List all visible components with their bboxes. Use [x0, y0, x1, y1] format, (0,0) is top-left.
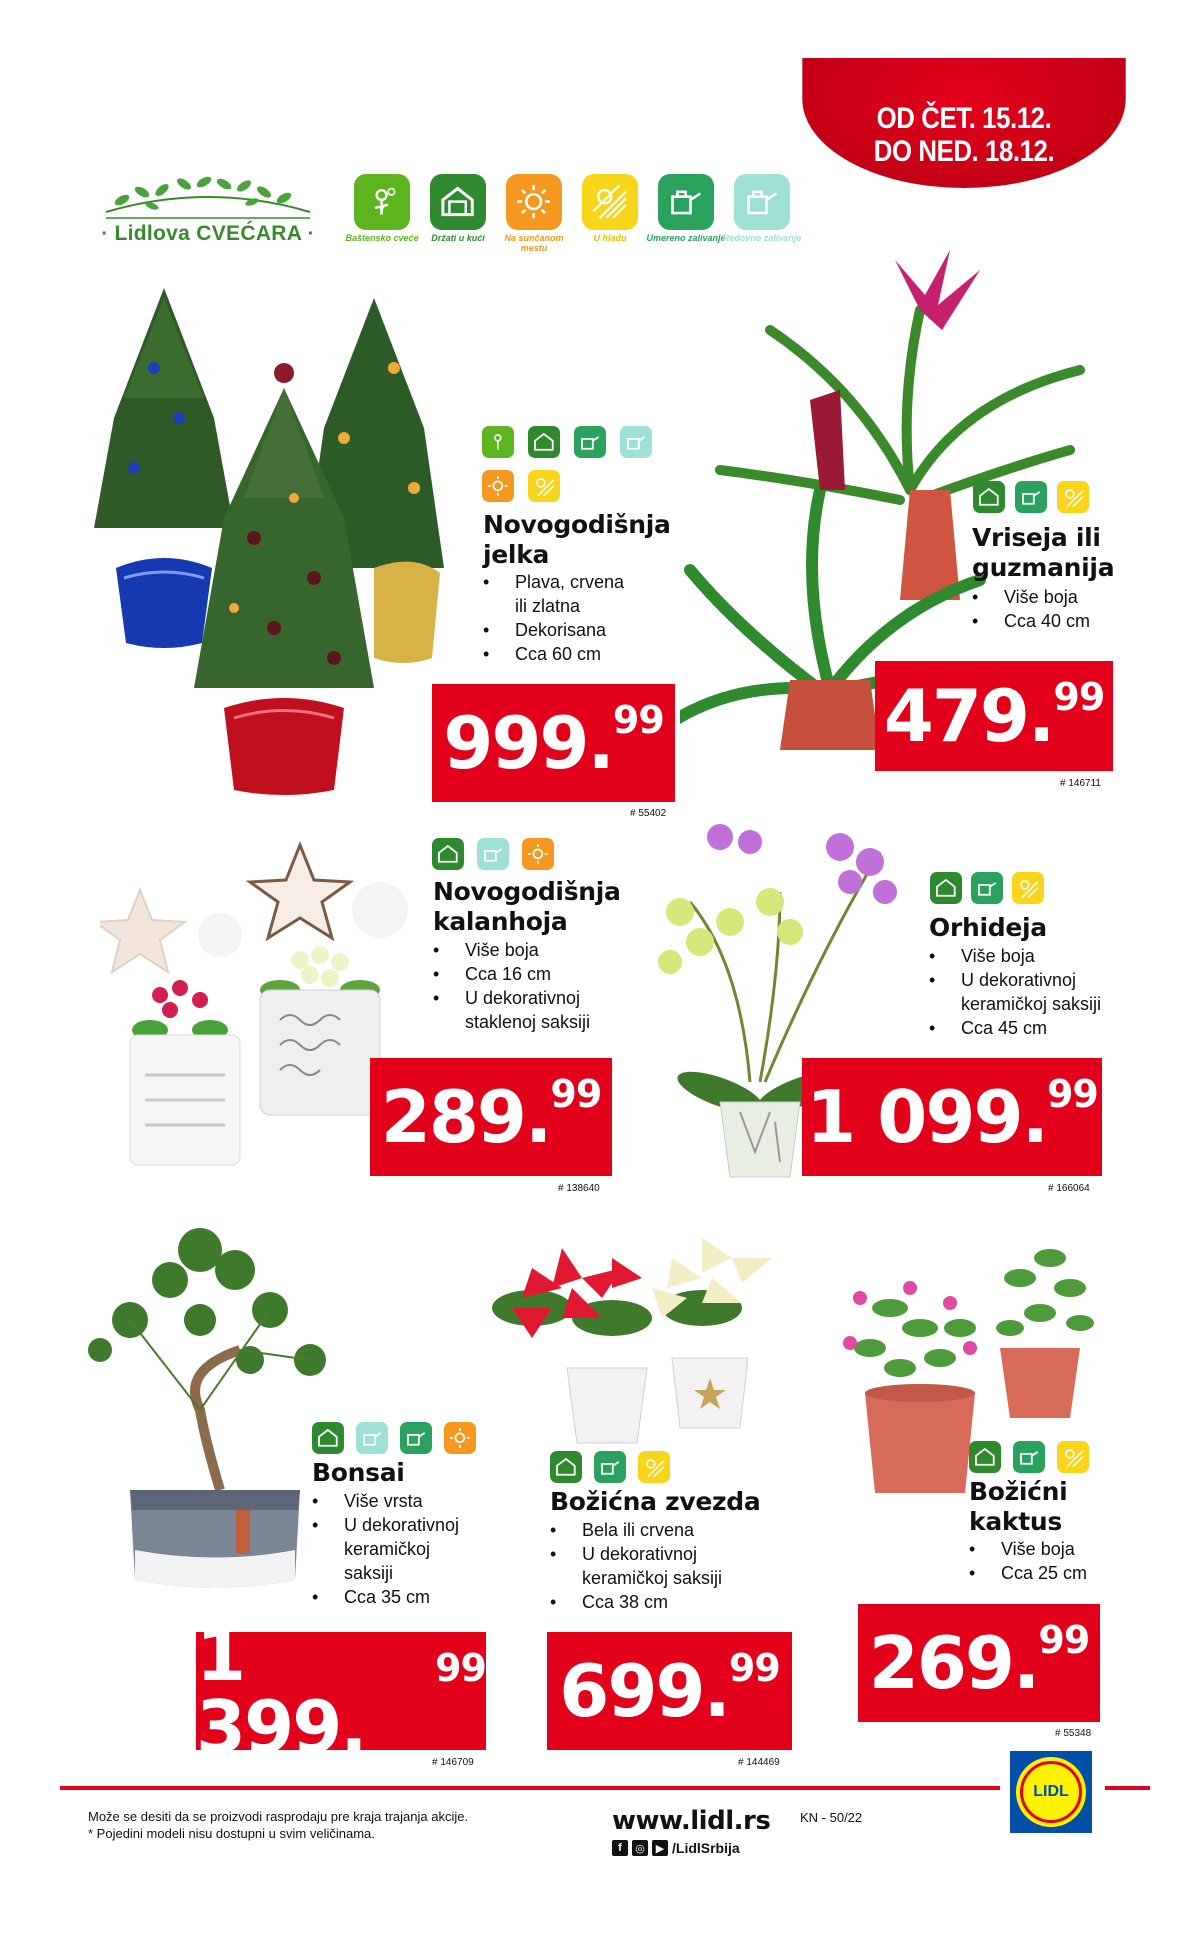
product-details-kaktus: [969, 1537, 1087, 1585]
detail-item: keramičkoj saksiji: [961, 994, 1102, 1014]
detail-item: • Više vrsta: [312, 1489, 459, 1513]
watering-can-light-icon: [734, 174, 790, 230]
logo-name: Lidlova CVEĆARA: [114, 222, 302, 245]
house-icon: [930, 872, 962, 904]
title-line: jelka: [483, 540, 550, 569]
title-line: Novogodišnja: [433, 877, 621, 906]
detail-item: • Cca 16 cm: [433, 962, 590, 986]
logo-text: · Lidlova CVEĆARA ·: [101, 222, 315, 245]
sku-orhideja: # 166064: [1048, 1183, 1090, 1194]
title-line: Bonsai: [312, 1458, 405, 1487]
legend-regular-water: [722, 174, 802, 243]
legend-sunny: [494, 174, 574, 253]
legend-label: U hladu: [593, 233, 627, 243]
watering-can-light-icon: [356, 1422, 388, 1454]
detail-item: • Cca 25 cm: [969, 1561, 1087, 1585]
legend-label: Redovno zalivanje: [722, 233, 802, 243]
detail-item: • U dekorativnoj: [550, 1542, 722, 1566]
watering-can-icon: [574, 426, 606, 458]
house-icon: [973, 481, 1005, 513]
footer-divider: [60, 1786, 1000, 1790]
price-decimal: 99: [1053, 675, 1105, 719]
legend-moderate-water: [646, 174, 726, 243]
house-icon: [528, 426, 560, 458]
house-icon: [312, 1422, 344, 1454]
christmas-cactus-image: [820, 1218, 1110, 1518]
detail-item: • Više boja: [929, 944, 1101, 968]
lidl-logo: [1010, 1751, 1092, 1833]
title-line: Vriseja ili: [972, 523, 1101, 552]
price-integer: 1 099.: [806, 1075, 1047, 1159]
detail-item: ili zlatna: [515, 596, 581, 616]
product-title-zvezda: [550, 1487, 760, 1517]
price-decimal: 99: [550, 1072, 602, 1116]
detail-item: keramičkoj: [344, 1539, 431, 1559]
date-to: DO NED. 18.12.: [873, 135, 1055, 168]
product-details-zvezda: [550, 1518, 722, 1614]
detail-item: • U dekorativnoj: [312, 1513, 459, 1537]
detail-item: • Više boja: [433, 938, 590, 962]
lidl-logo-circle: [1016, 1757, 1086, 1827]
detail-item: • Cca 35 cm: [312, 1585, 459, 1609]
sku-bonsai: # 146709: [432, 1757, 474, 1768]
price-tag-kaktus: [858, 1604, 1100, 1722]
legend-label: Na sunčanom mestu: [504, 233, 564, 253]
house-icon: [969, 1441, 1001, 1473]
price-decimal: 99: [1038, 1618, 1090, 1662]
social-links: [612, 1840, 740, 1856]
sun-icon: [522, 838, 554, 870]
price-integer: 289.: [380, 1075, 551, 1159]
date-from: OD ČET. 15.12.: [876, 102, 1052, 135]
product-title-bonsai: [312, 1458, 405, 1488]
disclaimer-line: Može se desiti da se proizvodi rasprodaju pre kraja trajanja akcije.: [88, 1809, 469, 1824]
product-title-kalanhoja: [433, 877, 621, 937]
footer-disclaimer: [88, 1808, 468, 1842]
sku-vriseja: # 146711: [1060, 778, 1101, 789]
title-line: Novogodišnja: [483, 510, 671, 539]
watering-can-light-icon: [620, 426, 652, 458]
instagram-icon[interactable]: ◎: [632, 1840, 648, 1856]
social-handle[interactable]: /LidlSrbija: [672, 1840, 740, 1856]
youtube-icon[interactable]: ▶: [652, 1840, 668, 1856]
detail-item: • Dekorisana: [483, 618, 624, 642]
legend-label: Držati u kući: [431, 233, 485, 243]
product-details-kalanhoja: [433, 938, 590, 1034]
watering-can-icon: [1013, 1441, 1045, 1473]
vine-leaves-icon: [92, 172, 324, 222]
care-legend: [342, 174, 802, 258]
title-line: kaktus: [969, 1507, 1062, 1536]
watering-can-icon: [1015, 481, 1047, 513]
product-details-vriseja: [972, 585, 1090, 633]
price-tag-zvezda: [547, 1632, 792, 1750]
price-decimal: 99: [1046, 1072, 1098, 1116]
shade-icon: [638, 1451, 670, 1483]
detail-item: staklenoj saksiji: [465, 1012, 591, 1032]
price-integer: 999.: [443, 701, 613, 785]
shade-icon: [1012, 872, 1044, 904]
product-title-orhideja: [929, 913, 1047, 943]
detail-item: keramičkoj saksiji: [582, 1568, 723, 1588]
watering-can-icon: [400, 1422, 432, 1454]
sku-zvezda: # 144469: [738, 1757, 780, 1768]
product-title-kaktus: [969, 1477, 1067, 1537]
sun-icon: [482, 470, 514, 502]
house-icon: [550, 1451, 582, 1483]
detail-item: • Plava, crvena: [483, 570, 624, 594]
shade-icon: [1057, 481, 1089, 513]
sku-kaktus: # 55348: [1055, 1728, 1092, 1739]
title-line: guzmanija: [972, 553, 1115, 582]
price-integer: 269.: [868, 1621, 1039, 1705]
garden-flower-icon: [354, 174, 410, 230]
detail-item: • U dekorativnoj: [929, 968, 1101, 992]
price-tag-jelka: [432, 684, 675, 802]
price-decimal: 99: [435, 1646, 486, 1690]
legend-label: Baštensko cveće: [345, 233, 419, 243]
watering-can-light-icon: [477, 838, 509, 870]
watering-can-icon: [658, 174, 714, 230]
detail-item: • Cca 45 cm: [929, 1016, 1101, 1040]
price-integer: 699.: [559, 1649, 729, 1733]
shade-icon: [582, 174, 638, 230]
shade-icon: [1057, 1441, 1089, 1473]
product-title-jelka: [483, 510, 671, 570]
catalog-code: KN - 50/22: [800, 1810, 863, 1825]
house-icon: [432, 838, 464, 870]
price-tag-orhideja: [802, 1058, 1102, 1176]
product-details-jelka: [483, 570, 624, 666]
title-line: Božićni: [969, 1477, 1068, 1506]
price-decimal: 99: [612, 698, 664, 742]
detail-item: • U dekorativnoj: [433, 986, 590, 1010]
watering-can-icon: [594, 1451, 626, 1483]
christmas-tree-image: [84, 278, 464, 808]
price-integer: 479.: [883, 674, 1054, 758]
product-title-vriseja: [972, 523, 1114, 583]
date-banner: [802, 58, 1125, 188]
facebook-icon[interactable]: f: [612, 1840, 628, 1856]
legend-label: Umereno zalivanje: [646, 233, 726, 243]
title-line: Orhideja: [929, 913, 1047, 942]
price-decimal: 99: [728, 1646, 780, 1690]
disclaimer-line: * Pojedini modeli nisu dostupni u svim veličinama.: [88, 1826, 375, 1841]
house-icon: [430, 174, 486, 230]
legend-indoor: [418, 174, 498, 243]
product-details-orhideja: [929, 944, 1101, 1040]
sun-icon: [506, 174, 562, 230]
sku-kalanhoja: # 138640: [558, 1183, 600, 1194]
price-tag-vriseja: [875, 661, 1113, 771]
price-integer: 1 399.: [196, 1613, 366, 1769]
shade-icon: [528, 470, 560, 502]
detail-item: • Više boja: [972, 585, 1090, 609]
product-details-bonsai: [312, 1489, 459, 1609]
lidlova-cvecara-logo: [92, 172, 324, 262]
title-line: Božićna zvezda: [550, 1487, 761, 1516]
detail-item: • Cca 38 cm: [550, 1590, 722, 1614]
sku-jelka: # 55402: [630, 808, 667, 819]
detail-item: • Bela ili crvena: [550, 1518, 722, 1542]
detail-item: • Cca 40 cm: [972, 609, 1090, 633]
legend-garden-flowers: [342, 174, 422, 243]
title-line: kalanhoja: [433, 907, 568, 936]
website-link[interactable]: www.lidl.rs: [612, 1806, 771, 1836]
detail-item: • Cca 60 cm: [483, 642, 624, 666]
garden-flower-icon: [482, 426, 514, 458]
detail-item: saksiji: [344, 1563, 394, 1583]
footer-divider-right: [1105, 1786, 1150, 1790]
poinsettia-image: [472, 1218, 792, 1448]
legend-shade: [570, 174, 650, 243]
lidl-logo-text: LIDL: [1020, 1761, 1082, 1823]
detail-item: • Više boja: [969, 1537, 1087, 1561]
watering-can-icon: [971, 872, 1003, 904]
price-tag-kalanhoja: [370, 1058, 612, 1176]
